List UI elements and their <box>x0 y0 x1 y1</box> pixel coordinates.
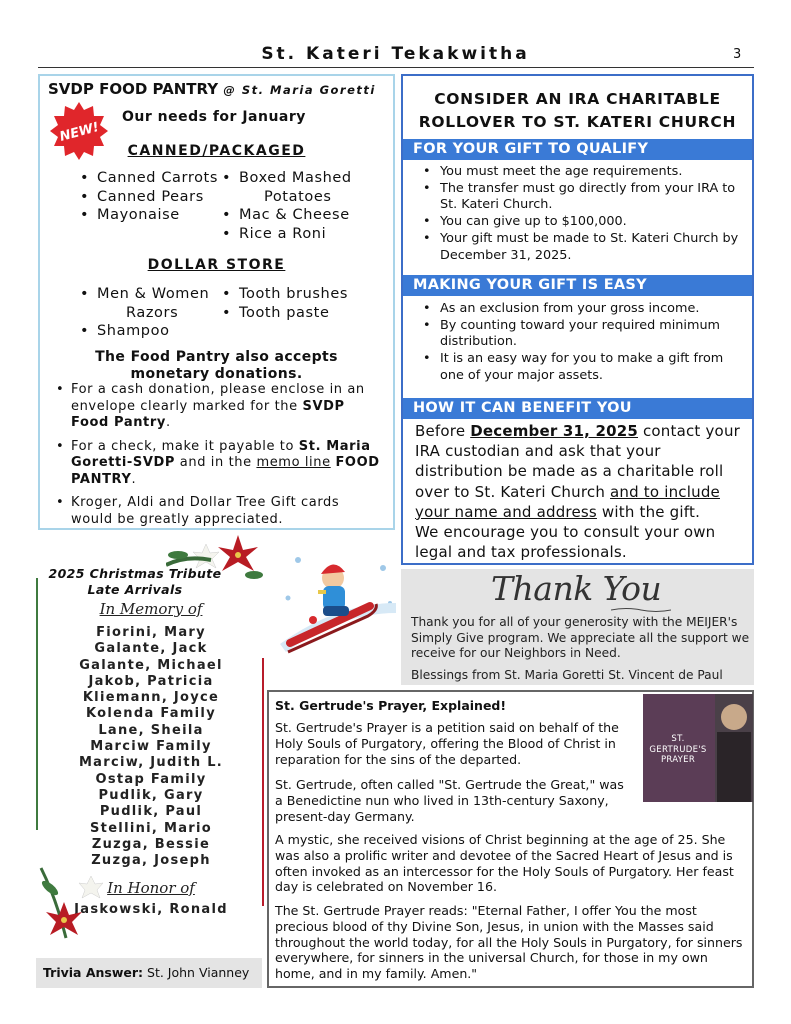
list-item: • Boxed Mashed <box>220 169 352 188</box>
memory-name: Kliemann, Joyce <box>82 690 220 706</box>
poinsettia-icon <box>36 858 116 948</box>
qualify-list <box>423 164 743 264</box>
list-item-cash: • For a cash donation, please enclose in an envelope clearly marked for the SVDP Food Pantry. <box>54 382 384 432</box>
list-item: • Mac & Cheese <box>220 206 352 225</box>
list-item-continuation: Potatoes <box>264 188 332 205</box>
canned-heading: CANNED/PACKAGED <box>127 143 306 159</box>
new-badge-label: NEW! <box>58 120 101 145</box>
list-item: • Rice a Roni <box>220 225 352 244</box>
memory-name: Lane, Sheila <box>98 722 204 738</box>
memory-name: Pudlik, Gary <box>98 787 204 803</box>
needs-heading: Our needs for January <box>122 109 306 125</box>
tribute-right-rule <box>262 658 264 906</box>
dollar-store-heading: DOLLAR STORE <box>147 257 286 273</box>
list-item: • The transfer must go directly from your IRA to St. Kateri Church. <box>423 181 743 214</box>
list-item: • You can give up to $100,000. <box>423 214 743 231</box>
thank-you-script: Thank You <box>491 569 662 608</box>
memory-name: Ostap Family <box>95 771 207 787</box>
qualify-heading: FOR YOUR GIFT TO QUALIFY <box>403 139 752 160</box>
ira-title: CONSIDER AN IRA CHARITABLE ROLLOVER TO ST. KATERI CHURCH <box>418 90 737 131</box>
list-item: • As an exclusion from your gross income. <box>423 301 743 318</box>
tribute-left-rule <box>36 578 38 830</box>
gertrude-image-label: ST. GERTRUDE'S PRAYER <box>649 734 707 765</box>
thank-you-panel <box>401 569 754 685</box>
memory-name: Stellini, Mario <box>90 820 212 836</box>
list-item-gift-cards: • Kroger, Aldi and Dollar Tree Gift cards would be greatly appreciated. <box>54 495 384 528</box>
gertrude-paragraph-2: St. Gertrude, often called "St. Gertrude the Great," was a Benedictine nun who lived in 13th-century Saxony, present-day Germany. <box>275 777 624 824</box>
canned-list-left <box>78 169 218 225</box>
list-item: • You must meet the age requirements. <box>423 164 743 181</box>
gertrude-paragraph-4: The St. Gertrude Prayer reads: "Eternal Father, I offer You the most precious blood of thy Divine Son, Jesus, in union with the Masses said throughout the world today, for all the Holy Souls in Purgatory, for sinners everywhere, for sinners in the universal Church, for those in my own home, and in my family. Amen." <box>275 903 743 982</box>
dollar-list-left <box>78 285 209 341</box>
ira-rollover-box <box>401 74 754 565</box>
trivia-answer-box <box>36 958 262 988</box>
honor-name: Jaskowski, Ronald <box>74 902 228 917</box>
donation-list <box>54 382 384 535</box>
memory-name: Galante, Michael <box>79 657 223 673</box>
memory-name: Zuzga, Bessie <box>91 836 211 852</box>
list-item: • Shampoo <box>78 322 209 341</box>
in-honor-heading: In Honor of <box>107 879 195 897</box>
memory-name: Marciw Family <box>90 739 212 755</box>
list-item: • By counting toward your required minimum distribution. <box>423 318 743 351</box>
accepts-heading <box>40 349 393 383</box>
svdp-title <box>48 80 376 98</box>
gertrude-paragraph-1: St. Gertrude's Prayer is a petition said on behalf of the Holy Souls of Purgatory, offering the Blood of Christ in reparation for the sins of the departed. <box>275 720 619 767</box>
memory-name: Fiorini, Mary <box>96 625 206 640</box>
svdp-food-pantry-box <box>38 74 395 530</box>
memory-name: Marciw, Judith L. <box>78 755 224 771</box>
list-item: • Tooth brushes <box>220 285 348 304</box>
flourish-icon <box>611 607 671 613</box>
tribute-heading: 2025 Christmas Tribute Late Arrivals <box>48 566 222 597</box>
memory-name: Zuzga, Joseph <box>91 853 211 869</box>
thank-you-text: Thank you for all of your generosity with the MEIJER's Simply Give program. We appreciate all the support we receive for our Neighbors in Need. Blessings from St. Maria Goretti St. Vincent de Paul <box>411 615 750 682</box>
list-item-check: • For a check, make it payable to St. Maria Goretti-SVDP and in the memo line FOOD PANTRY. <box>54 439 384 489</box>
st-gertrude-box <box>267 690 754 988</box>
gertrude-image <box>643 694 753 802</box>
list-item: • It is an easy way for you to make a gift from one of your major assets. <box>423 351 743 384</box>
svdp-title-text: SVDP FOOD PANTRY <box>48 80 219 98</box>
list-item: • Canned Pears <box>78 188 218 207</box>
easy-heading: MAKING YOUR GIFT IS EASY <box>403 275 752 296</box>
canned-list-right <box>220 169 352 243</box>
benefit-heading: HOW IT CAN BENEFIT YOU <box>403 398 752 419</box>
sledding-child-icon <box>278 548 400 666</box>
page-title: St. Kateri Tekakwitha <box>261 44 530 64</box>
list-item: • Men & Women <box>78 285 209 304</box>
dollar-list-right <box>220 285 348 322</box>
benefit-text: Before December 31, 2025 contact your IRA custodian and ask that your distribution be made as a charitable roll over to St. Kateri Church and to include your name and address with the gift. We encourage you to consult your own legal and tax professionals. <box>415 421 745 562</box>
memory-name: Pudlik, Paul <box>99 804 203 820</box>
list-item-continuation: Razors <box>126 304 179 321</box>
gertrude-title: St. Gertrude's Prayer, Explained! <box>275 698 507 713</box>
memory-name: Galante, Jack <box>94 641 208 657</box>
list-item: • Tooth paste <box>220 304 348 323</box>
memory-name: Kolenda Family <box>86 706 216 722</box>
list-item: • Your gift must be made to St. Kateri Church by December 31, 2025. <box>423 231 743 264</box>
accepts-line-1: The Food Pantry also accepts <box>95 349 338 365</box>
trivia-text: Trivia Answer: St. John Vianney <box>43 965 250 980</box>
easy-list <box>423 301 743 385</box>
in-memory-heading: In Memory of <box>99 600 203 618</box>
accepts-line-2: monetary donations. <box>130 366 303 382</box>
gertrude-paragraph-3: A mystic, she received visions of Christ beginning at the age of 25. She was also a prolific writer and devotee of the Sacred Heart of Jesus and is often invoked as an intercessor for the Holy Souls of Purgatory. Her feast day is celebrated on November 16. <box>275 832 734 895</box>
header-divider <box>38 67 754 68</box>
svdp-location: @ St. Maria Goretti <box>223 83 376 97</box>
memory-names-list <box>40 625 262 869</box>
benefit-advice: We encourage you to consult your own legal and tax professionals. <box>415 523 716 562</box>
page-number: 3 <box>733 47 742 62</box>
list-item: • Canned Carrots <box>78 169 218 188</box>
list-item: • Mayonaise <box>78 206 218 225</box>
memory-name: Jakob, Patricia <box>88 673 214 689</box>
